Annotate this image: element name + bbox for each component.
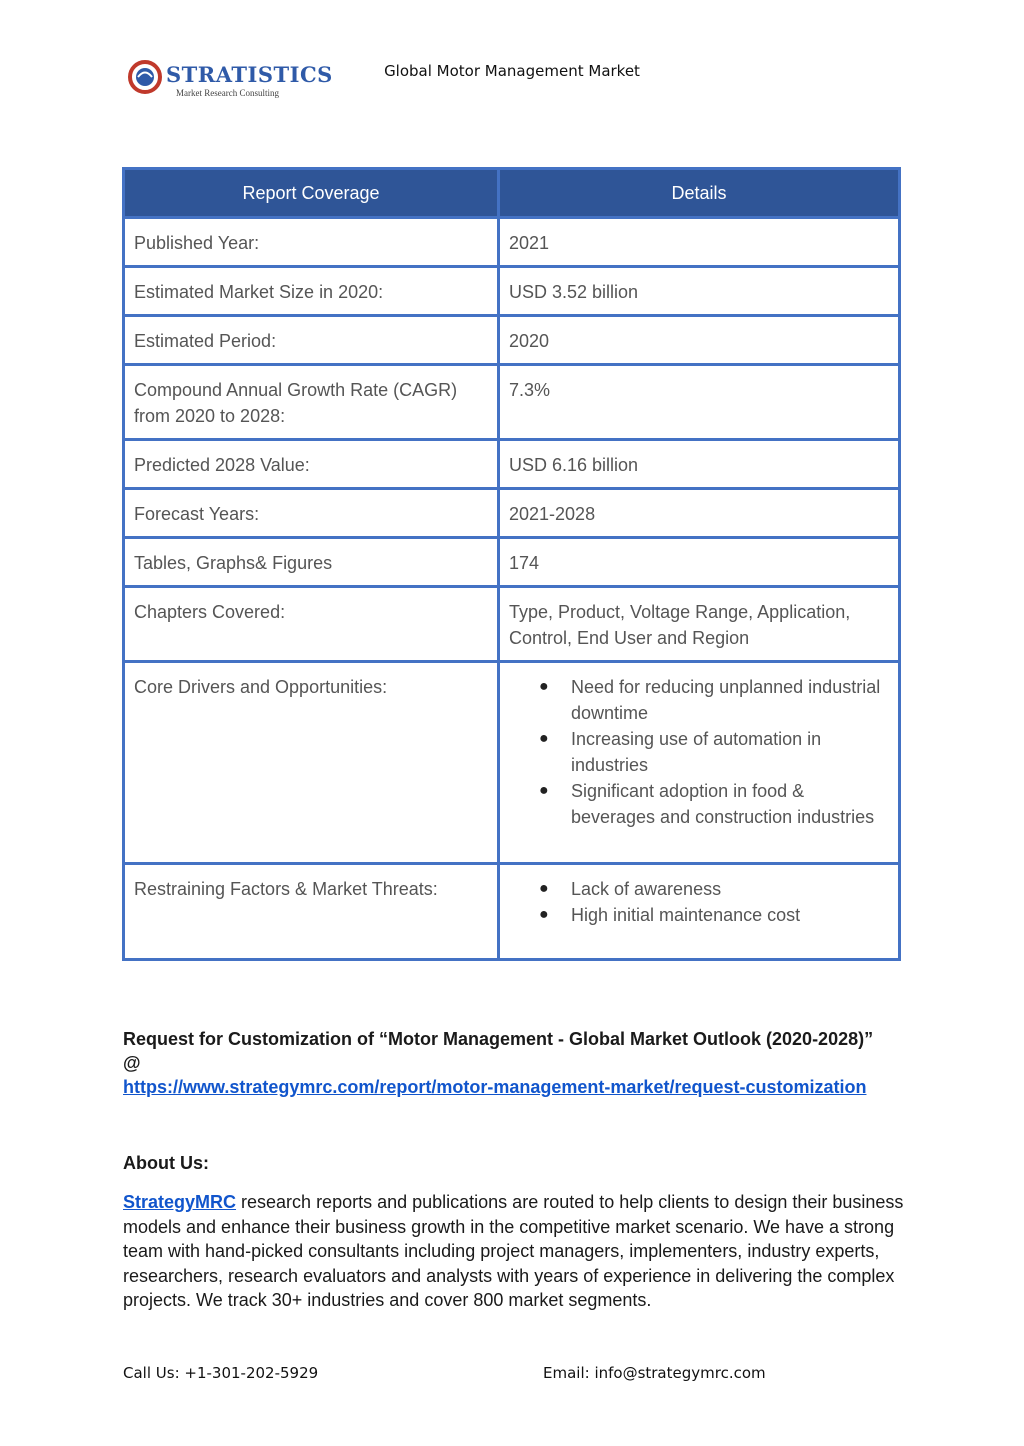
table-row [124,440,900,489]
request-at: @ [123,1053,141,1073]
column-header: Details [499,169,900,218]
customization-request [123,1027,903,1099]
report-coverage-table [122,167,901,961]
drivers-list [509,674,889,830]
logo-brand: STRATISTICS [166,62,333,87]
table-row-restraints [124,864,900,960]
row-label: Compound Annual Growth Rate (CAGR) from 2020 to 2028: [124,365,499,440]
list-item: ● High initial maintenance cost [509,902,889,928]
column-header: Report Coverage [124,169,499,218]
logo-tagline: Market Research Consulting [176,88,279,98]
row-label: Tables, Graphs& Figures [124,538,499,587]
footer-phone: Call Us: +1-301-202-5929 [123,1364,319,1382]
row-value: Type, Product, Voltage Range, Application, Control, End User and Region [499,587,900,662]
page-header-title: Global Motor Management Market [384,62,640,80]
row-value: 2021 [499,218,900,267]
row-value: 2021-2028 [499,489,900,538]
table-row [124,587,900,662]
table-row [124,538,900,587]
row-value: 174 [499,538,900,587]
row-value [499,864,900,960]
row-label: Estimated Period: [124,316,499,365]
table-row-drivers [124,662,900,864]
table-row [124,218,900,267]
about-heading: About Us: [123,1153,209,1173]
footer-email: Email: info@strategymrc.com [543,1364,766,1382]
row-label: Published Year: [124,218,499,267]
table-row [124,489,900,538]
row-label: Estimated Market Size in 2020: [124,267,499,316]
table-header-row [124,169,900,218]
strategymrc-link[interactable]: StrategyMRC [123,1192,237,1212]
row-value: USD 3.52 billion [499,267,900,316]
row-value: 2020 [499,316,900,365]
request-customization-link[interactable]: https://www.strategymrc.com/report/motor-management-market/request-customization [123,1077,867,1097]
row-value: USD 6.16 billion [499,440,900,489]
table-row [124,365,900,440]
row-label: Predicted 2028 Value: [124,440,499,489]
row-value: 7.3% [499,365,900,440]
row-label: Core Drivers and Opportunities: [124,662,499,864]
row-label: Forecast Years: [124,489,499,538]
table-row [124,316,900,365]
row-label: Chapters Covered: [124,587,499,662]
about-paragraph [123,1190,908,1313]
list-item: ● Need for reducing unplanned industrial downtime [509,674,889,726]
row-value [499,662,900,864]
list-item: ● Lack of awareness [509,876,889,902]
table-row [124,267,900,316]
request-text: Request for Customization of “Motor Management - Global Market Outlook (2020-2028)” [123,1029,874,1049]
row-label: Restraining Factors & Market Threats: [124,864,499,960]
list-item: ● Increasing use of automation in industries [509,726,889,778]
about-text: research reports and publications are routed to help clients to design their business models and enhance their business growth in the competitive market scenario. We have a strong team with hand-picked consultants including project managers, implementers, industry experts, researchers, research evaluators and analysts with years of experience in delivering the complex projects. We track 30+ industries and cover 800 market segments. [123,1192,904,1311]
list-item: ● Significant adoption in food & beverages and construction industries [509,778,889,830]
restraints-list [509,876,889,928]
